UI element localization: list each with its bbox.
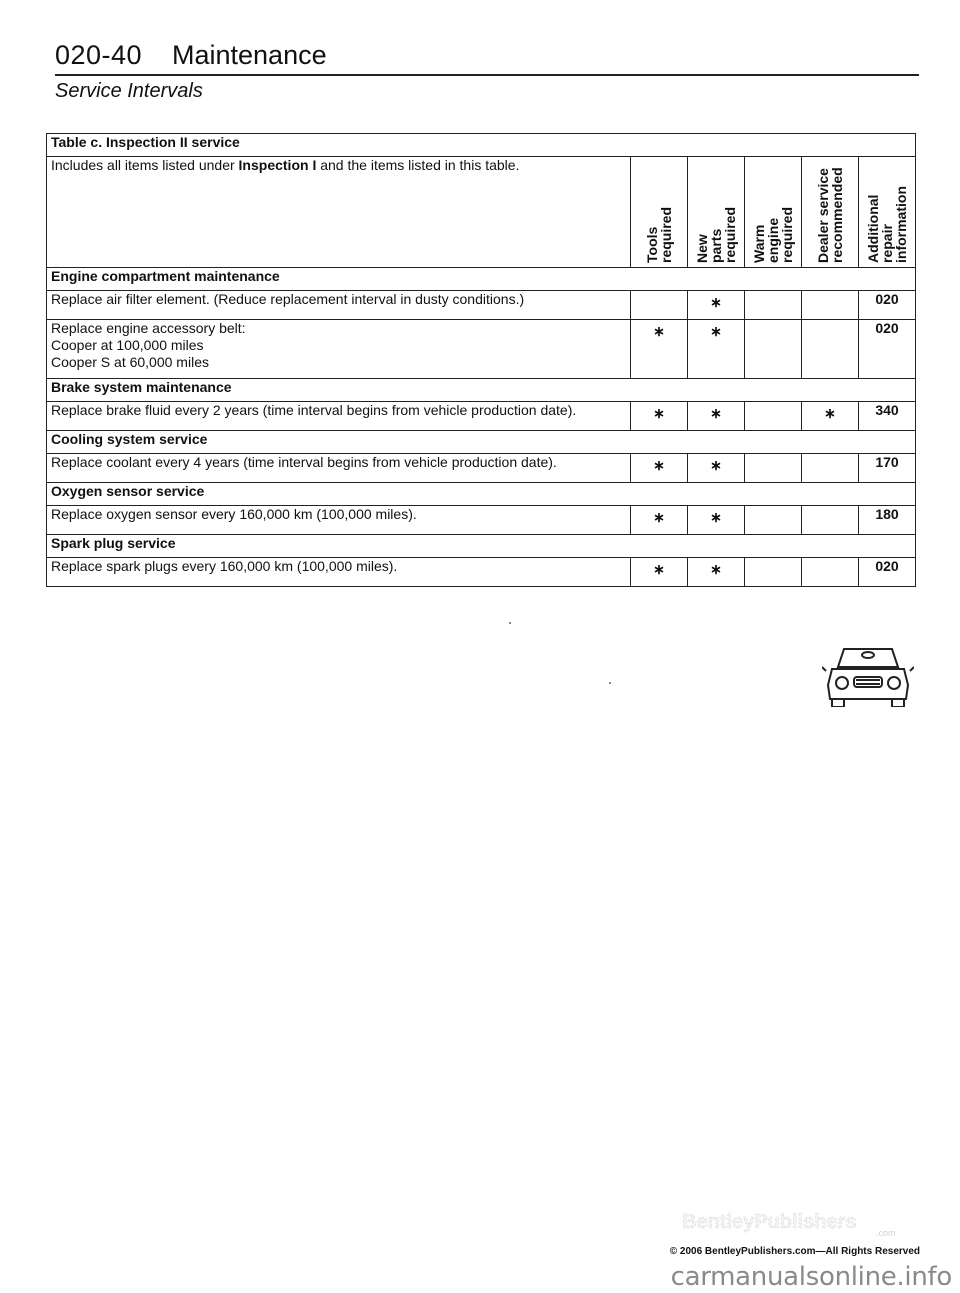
repair-info-ref: 340 (859, 402, 916, 431)
repair-info-ref: 170 (859, 454, 916, 483)
asterisk-icon: ∗ (710, 323, 722, 339)
asterisk-icon: ∗ (710, 561, 722, 577)
mark-cell (745, 402, 802, 431)
mark-cell (688, 558, 745, 587)
table-row (47, 558, 916, 587)
column-header-dealer (802, 157, 859, 268)
asterisk-icon: ∗ (653, 323, 665, 339)
section-heading-row (47, 268, 916, 291)
table-row (47, 291, 916, 320)
table-row (47, 506, 916, 535)
mark-cell (688, 506, 745, 535)
column-header-label: Dealer service recommended (815, 167, 845, 263)
scan-speck (609, 682, 611, 684)
task-description: Replace coolant every 4 years (time interval begins from vehicle production date). (47, 454, 631, 483)
table-row (47, 454, 916, 483)
intro-text-bold: Inspection I (238, 157, 317, 173)
repair-info-ref: 020 (859, 558, 916, 587)
asterisk-icon: ∗ (710, 457, 722, 473)
inspection-table (46, 133, 916, 587)
task-description: Replace oxygen sensor every 160,000 km (100,000 miles). (47, 506, 631, 535)
header-rule (55, 74, 919, 76)
section-heading: Spark plug service (47, 535, 916, 558)
mark-cell (631, 320, 688, 379)
table-intro (47, 157, 631, 268)
page-subtitle: Service Intervals (55, 80, 203, 102)
asterisk-icon: ∗ (710, 509, 722, 525)
column-header-new-parts (688, 157, 745, 268)
mark-cell (802, 558, 859, 587)
mark-cell (688, 454, 745, 483)
page-number: 020-40 (55, 40, 143, 70)
section-heading: Brake system maintenance (47, 379, 916, 402)
mark-cell (745, 454, 802, 483)
asterisk-icon: ∗ (653, 405, 665, 421)
mark-cell (745, 506, 802, 535)
task-description: Replace brake fluid every 2 years (time interval begins from vehicle production date). (47, 402, 631, 431)
mark-cell (688, 320, 745, 379)
svg-text:.com: .com (876, 1228, 896, 1238)
mark-cell (802, 506, 859, 535)
table-row (47, 320, 916, 379)
section-heading-row (47, 431, 916, 454)
mark-cell (631, 454, 688, 483)
publisher-watermark-logo (680, 1208, 920, 1238)
task-description: Replace air filter element. (Reduce replacement interval in dusty conditions.) (47, 291, 631, 320)
column-header-tools (631, 157, 688, 268)
task-description: Replace engine accessory belt: Cooper at 100,000 miles Cooper S at 60,000 miles (47, 320, 631, 379)
repair-info-ref: 180 (859, 506, 916, 535)
column-header-label: New parts required (694, 206, 738, 263)
mark-cell (802, 454, 859, 483)
scan-speck (509, 622, 511, 624)
asterisk-icon: ∗ (653, 509, 665, 525)
table-title: Table c. Inspection II service (47, 134, 916, 157)
mark-cell (802, 291, 859, 320)
car-icon (822, 641, 914, 707)
asterisk-icon: ∗ (710, 294, 722, 310)
task-description: Replace spark plugs every 160,000 km (100,000 miles). (47, 558, 631, 587)
intro-text-end: and the items listed in this table. (316, 157, 520, 173)
svg-text:BentleyPublishers: BentleyPublishers (682, 1211, 857, 1233)
asterisk-icon: ∗ (653, 457, 665, 473)
column-header-label: Tools required (644, 206, 674, 263)
mark-cell (631, 558, 688, 587)
section-title: Maintenance (172, 40, 327, 70)
section-heading: Engine compartment maintenance (47, 268, 916, 291)
asterisk-icon: ∗ (653, 561, 665, 577)
mark-cell (631, 291, 688, 320)
repair-info-ref: 020 (859, 291, 916, 320)
column-header-label: Additional repair information (865, 186, 909, 263)
asterisk-icon: ∗ (710, 405, 722, 421)
mark-cell (802, 320, 859, 379)
section-heading-row (47, 535, 916, 558)
mark-cell (745, 558, 802, 587)
repair-info-ref: 020 (859, 320, 916, 379)
mark-cell (631, 402, 688, 431)
column-header-additional (859, 157, 916, 268)
site-watermark: carmanualsonline.info (670, 1262, 952, 1292)
section-heading-row (47, 379, 916, 402)
copyright-notice: © 2006 BentleyPublishers.com—All Rights Reserved (669, 1246, 920, 1257)
column-header-label: Warm engine required (751, 206, 795, 263)
table-row (47, 402, 916, 431)
mark-cell (745, 320, 802, 379)
intro-text-start: Includes all items listed under (51, 157, 239, 173)
column-header-row (47, 157, 916, 268)
column-header-warm-engine (745, 157, 802, 268)
mark-cell (745, 291, 802, 320)
asterisk-icon: ∗ (824, 405, 836, 421)
mark-cell (631, 506, 688, 535)
mark-cell (802, 402, 859, 431)
section-heading: Cooling system service (47, 431, 916, 454)
section-heading-row (47, 483, 916, 506)
mark-cell (688, 402, 745, 431)
section-heading: Oxygen sensor service (47, 483, 916, 506)
mark-cell (688, 291, 745, 320)
